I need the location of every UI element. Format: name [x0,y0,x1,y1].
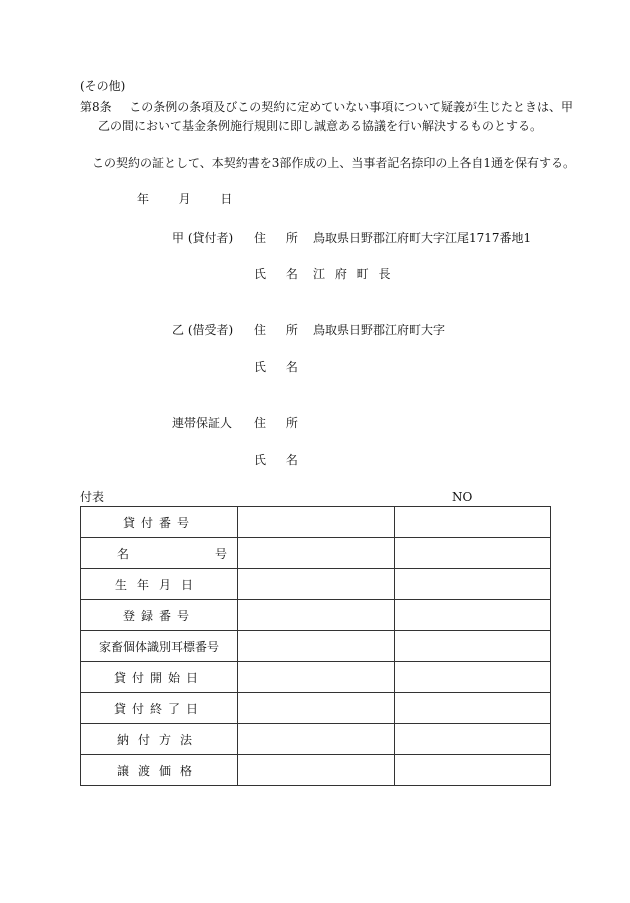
party-borrower-label: 乙 (借受者) [172,323,234,337]
article-line-2: 乙の間において基金条例施行規則に即し誠意ある協議を行い解決するものとする。 [98,119,543,133]
table-cell [238,507,395,538]
row-label-registration-number: 登録番号 [81,600,238,631]
table-cell [394,724,551,755]
date-year: 年 [137,192,150,206]
row-label-name-right: 号 [214,546,227,561]
row-label-name-left: 名 [117,546,130,561]
table-cell [394,538,551,569]
article-number: 第8条 [80,100,112,114]
row-label-loan-end-date: 貸付終了日 [81,693,238,724]
row-label-loan-start-date: 貸付開始日 [81,662,238,693]
table-row [81,538,551,569]
party-borrower-name-label: 氏 名 [254,360,306,374]
party-lender-name: 江 府 町 長 [313,267,394,281]
party-lender-name-label: 氏 名 [254,267,306,281]
table-cell [238,538,395,569]
table-row [81,755,551,786]
table-row [81,693,551,724]
attachment-no-label: NO [452,490,473,504]
article-8 [80,99,573,115]
table-cell [238,693,395,724]
party-borrower-address-label: 住 所 [254,323,306,337]
table-cell [394,662,551,693]
table-cell [238,569,395,600]
row-label-ear-tag-number: 家畜個体識別耳標番号 [81,631,238,662]
attachment-title: 付表 [80,490,105,504]
table-cell [238,631,395,662]
table-row [81,662,551,693]
table-row [81,724,551,755]
attachment-table [80,506,551,786]
table-cell [394,693,551,724]
table-cell [394,600,551,631]
table-cell [238,755,395,786]
party-lender-label: 甲 (貸付者) [172,231,234,245]
row-label-payment-method: 納付方法 [81,724,238,755]
row-label-birth-date: 生年月日 [81,569,238,600]
row-label-name [81,538,238,569]
table-cell [394,569,551,600]
table-cell [238,724,395,755]
table-row [81,507,551,538]
table-cell [238,662,395,693]
table-cell [238,600,395,631]
guarantor-address-label: 住 所 [254,416,306,430]
table-cell [394,507,551,538]
row-label-transfer-price: 譲渡価格 [81,755,238,786]
table-cell [394,755,551,786]
guarantor-name-label: 氏 名 [254,453,306,467]
row-label-loan-number: 貸付番号 [81,507,238,538]
section-heading: (その他) [80,79,126,93]
date-day: 日 [220,192,233,206]
table-row [81,569,551,600]
date-line [137,191,232,207]
guarantor-label: 連帯保証人 [172,416,233,430]
date-month: 月 [178,192,191,206]
article-line-1: この条例の条項及びこの契約に定めていない事項について疑義が生じたときは、甲 [129,100,574,114]
closing-statement: この契約の証として、本契約書を3部作成の上、当事者記名捺印の上各自1通を保有する。 [92,156,576,170]
table-row [81,600,551,631]
table-cell [394,631,551,662]
party-lender-address: 鳥取県日野郡江府町大字江尾1717番地1 [313,231,532,245]
table-row [81,631,551,662]
party-lender-address-label: 住 所 [254,231,306,245]
party-borrower-address: 鳥取県日野郡江府町大字 [313,323,446,337]
